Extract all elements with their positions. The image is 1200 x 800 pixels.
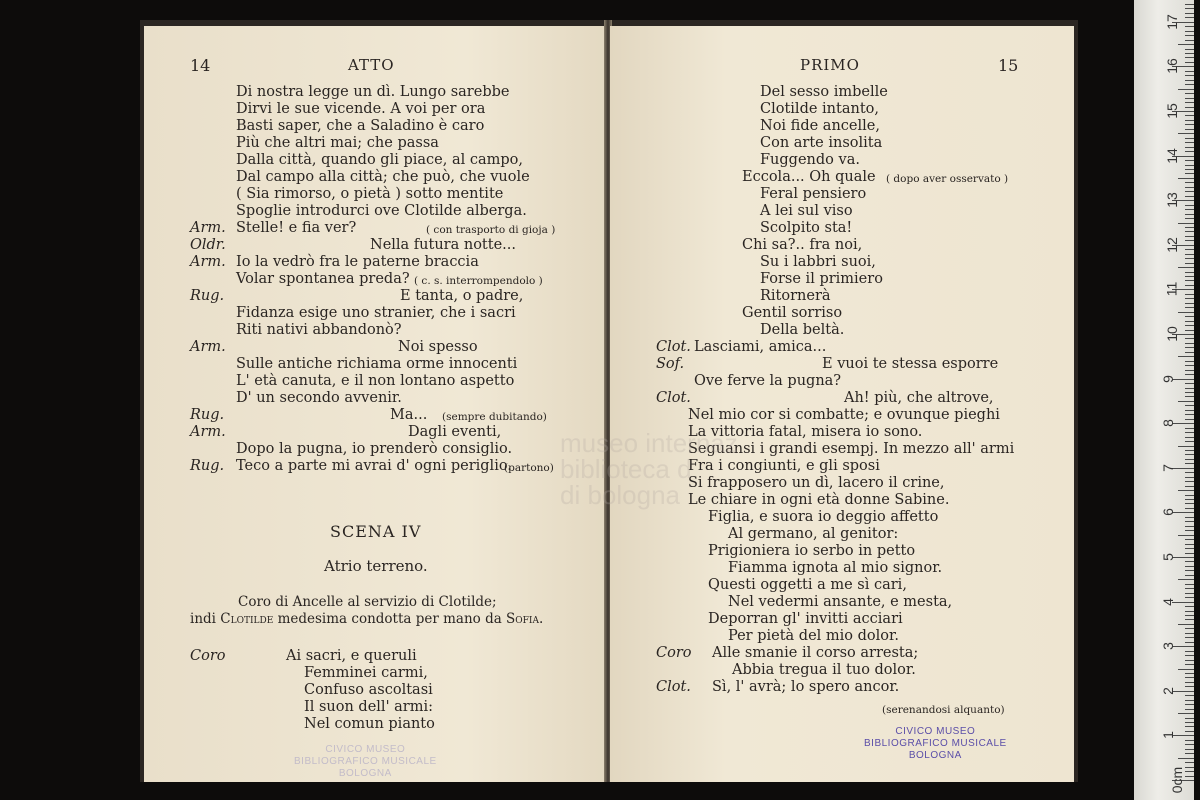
ruler-tick bbox=[1185, 642, 1194, 643]
ruler-tick bbox=[1178, 267, 1194, 268]
ruler-tick bbox=[1185, 570, 1194, 571]
ruler-tick bbox=[1178, 133, 1194, 134]
text-line: Forse il primiero bbox=[760, 271, 883, 287]
page-number-right: 15 bbox=[998, 56, 1019, 75]
ruler-tick bbox=[1185, 450, 1194, 451]
ruler-tick bbox=[1185, 508, 1194, 509]
ruler-tick bbox=[1185, 31, 1194, 32]
ruler-tick bbox=[1185, 432, 1194, 433]
text-line: Di nostra legge un dì. Lungo sarebbe bbox=[236, 84, 510, 100]
ruler-tick bbox=[1185, 414, 1194, 415]
ruler-tick bbox=[1185, 107, 1194, 108]
ruler-tick bbox=[1178, 758, 1194, 759]
ruler-tick bbox=[1185, 303, 1194, 304]
speaker-label: Rug. bbox=[190, 288, 225, 304]
ruler-tick bbox=[1185, 718, 1194, 719]
ruler-tick bbox=[1185, 169, 1194, 170]
ruler-tick bbox=[1185, 517, 1194, 518]
ruler-tick bbox=[1178, 624, 1194, 625]
ruler-number: 14 bbox=[1163, 147, 1180, 164]
ruler-tick bbox=[1185, 548, 1194, 549]
ruler-tick bbox=[1185, 272, 1194, 273]
ruler-tick bbox=[1185, 343, 1194, 344]
ruler-tick bbox=[1185, 753, 1194, 754]
text-line: Basti saper, che a Saladino è caro bbox=[236, 118, 485, 134]
stage-direction-1: Coro di Ancelle al servizio di Clotilde; bbox=[238, 594, 497, 610]
ruler-tick bbox=[1185, 4, 1194, 5]
ruler-tick bbox=[1185, 352, 1194, 353]
speaker-label: Clot. bbox=[656, 339, 691, 355]
ruler-tick bbox=[1185, 120, 1194, 121]
text-line: Su i labbri suoi, bbox=[760, 254, 876, 270]
ruler-tick bbox=[1185, 749, 1194, 750]
ruler-number: 5 bbox=[1159, 553, 1176, 561]
ruler-tick bbox=[1185, 637, 1194, 638]
ruler-tick bbox=[1185, 191, 1194, 192]
text-line: Della beltà. bbox=[760, 322, 845, 338]
chorus-speaker: Coro bbox=[190, 648, 226, 664]
stage-note: (sempre dubitando) bbox=[442, 411, 547, 423]
speaker-label: Arm. bbox=[190, 220, 226, 236]
ruler-tick bbox=[1185, 80, 1194, 81]
ruler-tick bbox=[1185, 124, 1194, 125]
library-stamp-faint: CIVICO MUSEO BIBLIOGRAFICO MUSICALE BOLOGNA bbox=[294, 744, 437, 779]
text-line: Gentil sorriso bbox=[742, 305, 843, 321]
ruler-tick bbox=[1185, 231, 1194, 232]
ruler-tick bbox=[1185, 744, 1194, 745]
stage-note: ( c. s. interrompendolo ) bbox=[414, 275, 543, 287]
ruler-tick bbox=[1185, 285, 1194, 286]
ruler-tick bbox=[1185, 593, 1194, 594]
text-line: Noi spesso bbox=[398, 339, 478, 355]
ruler-number: 6 bbox=[1159, 508, 1176, 517]
ruler-tick bbox=[1185, 347, 1194, 348]
ruler-tick bbox=[1185, 486, 1194, 487]
speaker-label: Oldr. bbox=[190, 237, 226, 253]
ruler-tick bbox=[1185, 218, 1194, 219]
text-line: La vittoria fatal, misera io sono. bbox=[688, 424, 923, 440]
ruler-tick bbox=[1185, 249, 1194, 250]
text-line: A lei sul viso bbox=[760, 203, 853, 219]
ruler-tick bbox=[1185, 606, 1194, 607]
ruler-tick bbox=[1178, 490, 1194, 491]
ruler-tick bbox=[1185, 495, 1194, 496]
ruler-tick bbox=[1185, 187, 1194, 188]
speaker-label: Sof. bbox=[656, 356, 685, 372]
stage-note: ( dopo aver osservato ) bbox=[886, 173, 1009, 185]
text-line: Lasciami, amica... bbox=[694, 339, 827, 355]
open-book bbox=[140, 20, 1078, 782]
text-line: Io la vedrò fra le paterne braccia bbox=[236, 254, 479, 270]
text-line: Riti nativi abbandonò? bbox=[236, 322, 402, 338]
ruler-tick bbox=[1185, 35, 1194, 36]
ruler-tick bbox=[1185, 553, 1194, 554]
ruler-tick bbox=[1185, 115, 1194, 116]
ruler-tick bbox=[1185, 165, 1194, 166]
ruler-tick bbox=[1185, 521, 1194, 522]
ruler-tick bbox=[1185, 280, 1194, 281]
ruler-tick bbox=[1185, 499, 1194, 500]
ruler-tick bbox=[1185, 26, 1194, 27]
ruler-tick bbox=[1185, 182, 1194, 183]
ruler-number: 12 bbox=[1163, 237, 1180, 253]
ruler-tick bbox=[1185, 771, 1194, 772]
text-line: Abbia tregua il tuo dolor. bbox=[732, 662, 916, 678]
ruler-tick bbox=[1185, 651, 1194, 652]
ruler-tick bbox=[1185, 370, 1194, 371]
ruler-tick bbox=[1185, 258, 1194, 259]
ruler-tick bbox=[1185, 102, 1194, 103]
chorus-line: Femminei carmi, bbox=[304, 665, 428, 681]
ruler-tick bbox=[1185, 726, 1194, 727]
ruler-number: 17 bbox=[1163, 14, 1180, 30]
ruler-tick bbox=[1185, 316, 1194, 317]
ruler-tick bbox=[1185, 611, 1194, 612]
ruler-number: 10 bbox=[1163, 326, 1180, 342]
text-line: Fidanza esige uno stranier, che i sacri bbox=[236, 305, 516, 321]
text-line: Figlia, e suora io deggio affetto bbox=[708, 509, 939, 525]
text-line: Eccola... Oh quale bbox=[742, 169, 876, 185]
text-line: ( Sia rimorso, o pietà ) sotto mentite bbox=[236, 186, 504, 202]
ruler-tick bbox=[1185, 321, 1194, 322]
ruler-tick bbox=[1185, 477, 1194, 478]
ruler-tick bbox=[1185, 71, 1194, 72]
ruler-tick bbox=[1185, 209, 1194, 210]
ruler-tick bbox=[1185, 526, 1194, 527]
text-line: L' età canuta, e il non lontano aspetto bbox=[236, 373, 515, 389]
ruler-tick bbox=[1178, 713, 1194, 714]
ruler-tick bbox=[1185, 142, 1194, 143]
text-line: Volar spontanea preda? bbox=[236, 271, 410, 287]
ruler-tick bbox=[1185, 361, 1194, 362]
text-line: Feral pensiero bbox=[760, 186, 867, 202]
ruler-number: 4 bbox=[1159, 597, 1176, 606]
ruler-tick bbox=[1185, 481, 1194, 482]
ruler-tick bbox=[1178, 535, 1194, 536]
ruler-tick bbox=[1185, 664, 1194, 665]
ruler-tick bbox=[1185, 147, 1194, 148]
ruler-tick bbox=[1185, 615, 1194, 616]
text-line: Fiamma ignota al mio signor. bbox=[728, 560, 943, 576]
chorus-line: Confuso ascoltasi bbox=[304, 682, 433, 698]
text-line: Dagli eventi, bbox=[408, 424, 502, 440]
stage-note: (serenandosi alquanto) bbox=[882, 704, 1005, 716]
right-page bbox=[610, 26, 1074, 782]
ruler-tick bbox=[1185, 503, 1194, 504]
ruler-tick bbox=[1185, 40, 1194, 41]
text-line: Ah! più, che altrove, bbox=[844, 390, 994, 406]
text-line: Deporran gl' invitti acciari bbox=[708, 611, 903, 627]
ruler-tick bbox=[1185, 655, 1194, 656]
ruler-tick bbox=[1185, 392, 1194, 393]
text-line: E tanta, o padre, bbox=[400, 288, 524, 304]
text-line: Dalla città, quando gli piace, al campo, bbox=[236, 152, 523, 168]
ruler-tick bbox=[1185, 151, 1194, 152]
text-line: Le chiare in ogni età donne Sabine. bbox=[688, 492, 950, 508]
text-line: Ove ferve la pugna? bbox=[694, 373, 842, 389]
ruler-tick bbox=[1185, 138, 1194, 139]
scene-title: SCENA IV bbox=[330, 522, 422, 541]
stage-note: ( con trasporto di gioja ) bbox=[426, 224, 556, 236]
ruler-tick bbox=[1185, 619, 1194, 620]
text-line: Sì, l' avrà; lo spero ancor. bbox=[712, 679, 900, 695]
ruler-tick bbox=[1178, 44, 1194, 45]
ruler-tick bbox=[1185, 704, 1194, 705]
speaker-label: Arm. bbox=[190, 339, 226, 355]
chorus-line: Ai sacri, e queruli bbox=[286, 648, 417, 664]
text-line: Nel mio cor si combatte; e ovunque pieghi bbox=[688, 407, 1000, 423]
speaker-label: Coro bbox=[656, 645, 692, 661]
ruler-tick bbox=[1185, 459, 1194, 460]
ruler-tick bbox=[1185, 98, 1194, 99]
ruler-tick bbox=[1185, 17, 1194, 18]
ruler-number: 2 bbox=[1159, 686, 1176, 695]
ruler-number: 15 bbox=[1163, 103, 1180, 119]
text-line: Sulle antiche richiama orme innocenti bbox=[236, 356, 518, 372]
ruler-tick bbox=[1185, 740, 1194, 741]
text-line: Chi sa?.. fra noi, bbox=[742, 237, 863, 253]
ruler-tick bbox=[1185, 709, 1194, 710]
ruler-tick bbox=[1185, 762, 1194, 763]
ruler-tick bbox=[1178, 312, 1194, 313]
ruler-number: 7 bbox=[1159, 463, 1176, 472]
speaker-label: Clot. bbox=[656, 679, 691, 695]
ruler-tick bbox=[1185, 325, 1194, 326]
speaker-label: Rug. bbox=[190, 458, 225, 474]
ruler-tick bbox=[1185, 686, 1194, 687]
ruler-tick bbox=[1178, 579, 1194, 580]
text-line: Ritornerà bbox=[760, 288, 831, 304]
text-line: Nel vedermi ansante, e mesta, bbox=[728, 594, 953, 610]
ruler-tick bbox=[1185, 722, 1194, 723]
ruler-tick bbox=[1185, 419, 1194, 420]
measuring-ruler bbox=[1134, 0, 1194, 800]
ruler-tick bbox=[1185, 307, 1194, 308]
ruler-tick bbox=[1185, 410, 1194, 411]
ruler-tick bbox=[1185, 677, 1194, 678]
ruler-tick bbox=[1185, 472, 1194, 473]
ruler-tick bbox=[1185, 294, 1194, 295]
ruler-tick bbox=[1185, 682, 1194, 683]
ruler-tick bbox=[1185, 584, 1194, 585]
stage-direction-2: indi Clotilde medesima condotta per mano da Sofia. bbox=[190, 611, 544, 627]
running-header-left: ATTO bbox=[348, 56, 395, 74]
ruler-tick bbox=[1185, 539, 1194, 540]
chorus-line: Nel comun pianto bbox=[304, 716, 435, 732]
ruler-tick bbox=[1185, 383, 1194, 384]
ruler-tick bbox=[1185, 767, 1194, 768]
text-line: Stelle! e fia ver? bbox=[236, 220, 357, 236]
text-line: Scolpito sta! bbox=[760, 220, 853, 236]
ruler-number: 0cm bbox=[1169, 766, 1186, 794]
ruler-tick bbox=[1185, 330, 1194, 331]
text-line: Del sesso imbelle bbox=[760, 84, 888, 100]
speaker-label: Arm. bbox=[190, 254, 226, 270]
ruler-tick bbox=[1185, 160, 1194, 161]
ruler-tick bbox=[1185, 566, 1194, 567]
text-line: Seguansi i grandi esempj. In mezzo all' armi bbox=[688, 441, 1015, 457]
ruler-tick bbox=[1185, 633, 1194, 634]
running-header-right: PRIMO bbox=[800, 56, 860, 74]
text-line: Fra i congiunti, e gli sposi bbox=[688, 458, 880, 474]
ruler-tick bbox=[1185, 365, 1194, 366]
page-number-left: 14 bbox=[190, 56, 211, 75]
text-line: Ma... bbox=[390, 407, 428, 423]
text-line: Per pietà del mio dolor. bbox=[728, 628, 899, 644]
ruler-tick bbox=[1185, 588, 1194, 589]
text-line: Clotilde intanto, bbox=[760, 101, 879, 117]
text-line: Nella futura notte... bbox=[370, 237, 516, 253]
scene-setting: Atrio terreno. bbox=[324, 557, 428, 575]
ruler-tick bbox=[1185, 463, 1194, 464]
ruler-tick bbox=[1185, 575, 1194, 576]
text-line: Con arte insolita bbox=[760, 135, 883, 151]
text-line: Al germano, al genitor: bbox=[728, 526, 899, 542]
ruler-tick bbox=[1185, 214, 1194, 215]
ruler-tick bbox=[1185, 561, 1194, 562]
ruler-tick bbox=[1178, 89, 1194, 90]
text-line: E vuoi te stessa esporre bbox=[822, 356, 999, 372]
ruler-number: 8 bbox=[1159, 419, 1176, 428]
text-line: Alle smanie il corso arresta; bbox=[712, 645, 919, 661]
chorus-line: Il suon dell' armi: bbox=[304, 699, 434, 715]
ruler-tick bbox=[1185, 628, 1194, 629]
ruler-tick bbox=[1185, 129, 1194, 130]
ruler-tick bbox=[1185, 298, 1194, 299]
ruler-tick bbox=[1185, 49, 1194, 50]
ruler-tick bbox=[1185, 700, 1194, 701]
ruler-tick bbox=[1185, 428, 1194, 429]
ruler-number: 16 bbox=[1163, 58, 1180, 75]
ruler-tick bbox=[1185, 388, 1194, 389]
ruler-tick bbox=[1178, 356, 1194, 357]
ruler-tick bbox=[1178, 178, 1194, 179]
ruler-tick bbox=[1185, 53, 1194, 54]
text-line: Teco a parte mi avrai d' ogni periglio. bbox=[236, 458, 512, 474]
ruler-tick bbox=[1185, 254, 1194, 255]
text-line: Dirvi le sue vicende. A voi per ora bbox=[236, 101, 486, 117]
ruler-tick bbox=[1185, 776, 1194, 777]
ruler-tick bbox=[1185, 196, 1194, 197]
ruler-tick bbox=[1185, 93, 1194, 94]
library-stamp: CIVICO MUSEO BIBLIOGRAFICO MUSICALE BOLOGNA bbox=[864, 726, 1007, 761]
text-line: Dopo la pugna, io prenderò consiglio. bbox=[236, 441, 513, 457]
text-line: Fuggendo va. bbox=[760, 152, 860, 168]
ruler-tick bbox=[1185, 62, 1194, 63]
ruler-number: 1 bbox=[1159, 731, 1176, 740]
ruler-tick bbox=[1178, 401, 1194, 402]
text-line: Dal campo alla città; che può, che vuole bbox=[236, 169, 530, 185]
text-line: D' un secondo avvenir. bbox=[236, 390, 402, 406]
text-line: Prigioniera io serbo in petto bbox=[708, 543, 916, 559]
ruler-tick bbox=[1185, 396, 1194, 397]
ruler-tick bbox=[1185, 437, 1194, 438]
ruler-tick bbox=[1185, 695, 1194, 696]
text-line: Noi fide ancelle, bbox=[760, 118, 880, 134]
ruler-tick bbox=[1185, 8, 1194, 9]
text-line: Questi oggetti a me sì cari, bbox=[708, 577, 907, 593]
ruler-tick bbox=[1185, 441, 1194, 442]
ruler-tick bbox=[1185, 263, 1194, 264]
ruler-tick bbox=[1178, 223, 1194, 224]
ruler-tick bbox=[1185, 75, 1194, 76]
ruler-tick bbox=[1185, 236, 1194, 237]
text-line: Spoglie introdurci ove Clotilde alberga. bbox=[236, 203, 527, 219]
speaker-label: Arm. bbox=[190, 424, 226, 440]
watermark: museo internaz biblioteca d di bologna bbox=[560, 428, 738, 510]
ruler-number: 11 bbox=[1163, 282, 1180, 297]
ruler-tick bbox=[1185, 240, 1194, 241]
ruler-tick bbox=[1185, 405, 1194, 406]
ruler-tick bbox=[1185, 13, 1194, 14]
ruler-tick bbox=[1185, 338, 1194, 339]
ruler-number: 13 bbox=[1163, 192, 1180, 208]
ruler-tick bbox=[1178, 669, 1194, 670]
ruler-tick bbox=[1185, 597, 1194, 598]
ruler-tick bbox=[1185, 374, 1194, 375]
ruler-number: 3 bbox=[1159, 642, 1176, 651]
ruler-tick bbox=[1185, 530, 1194, 531]
ruler-tick bbox=[1185, 276, 1194, 277]
ruler-tick bbox=[1185, 57, 1194, 58]
ruler-tick bbox=[1185, 454, 1194, 455]
ruler-tick bbox=[1185, 205, 1194, 206]
ruler-tick bbox=[1185, 673, 1194, 674]
ruler-tick bbox=[1185, 660, 1194, 661]
text-line: Si frapposero un dì, lacero il crine, bbox=[688, 475, 945, 491]
ruler-tick bbox=[1185, 173, 1194, 174]
left-page bbox=[144, 26, 606, 782]
ruler-tick bbox=[1185, 731, 1194, 732]
ruler-tick bbox=[1185, 227, 1194, 228]
speaker-label: Clot. bbox=[656, 390, 691, 406]
ruler-number: 9 bbox=[1159, 374, 1176, 383]
text-line: Più che altri mai; che passa bbox=[236, 135, 439, 151]
ruler-tick bbox=[1185, 544, 1194, 545]
ruler-tick bbox=[1178, 446, 1194, 447]
speaker-label: Rug. bbox=[190, 407, 225, 423]
ruler-tick bbox=[1185, 84, 1194, 85]
stage-note: (partono) bbox=[504, 462, 554, 474]
